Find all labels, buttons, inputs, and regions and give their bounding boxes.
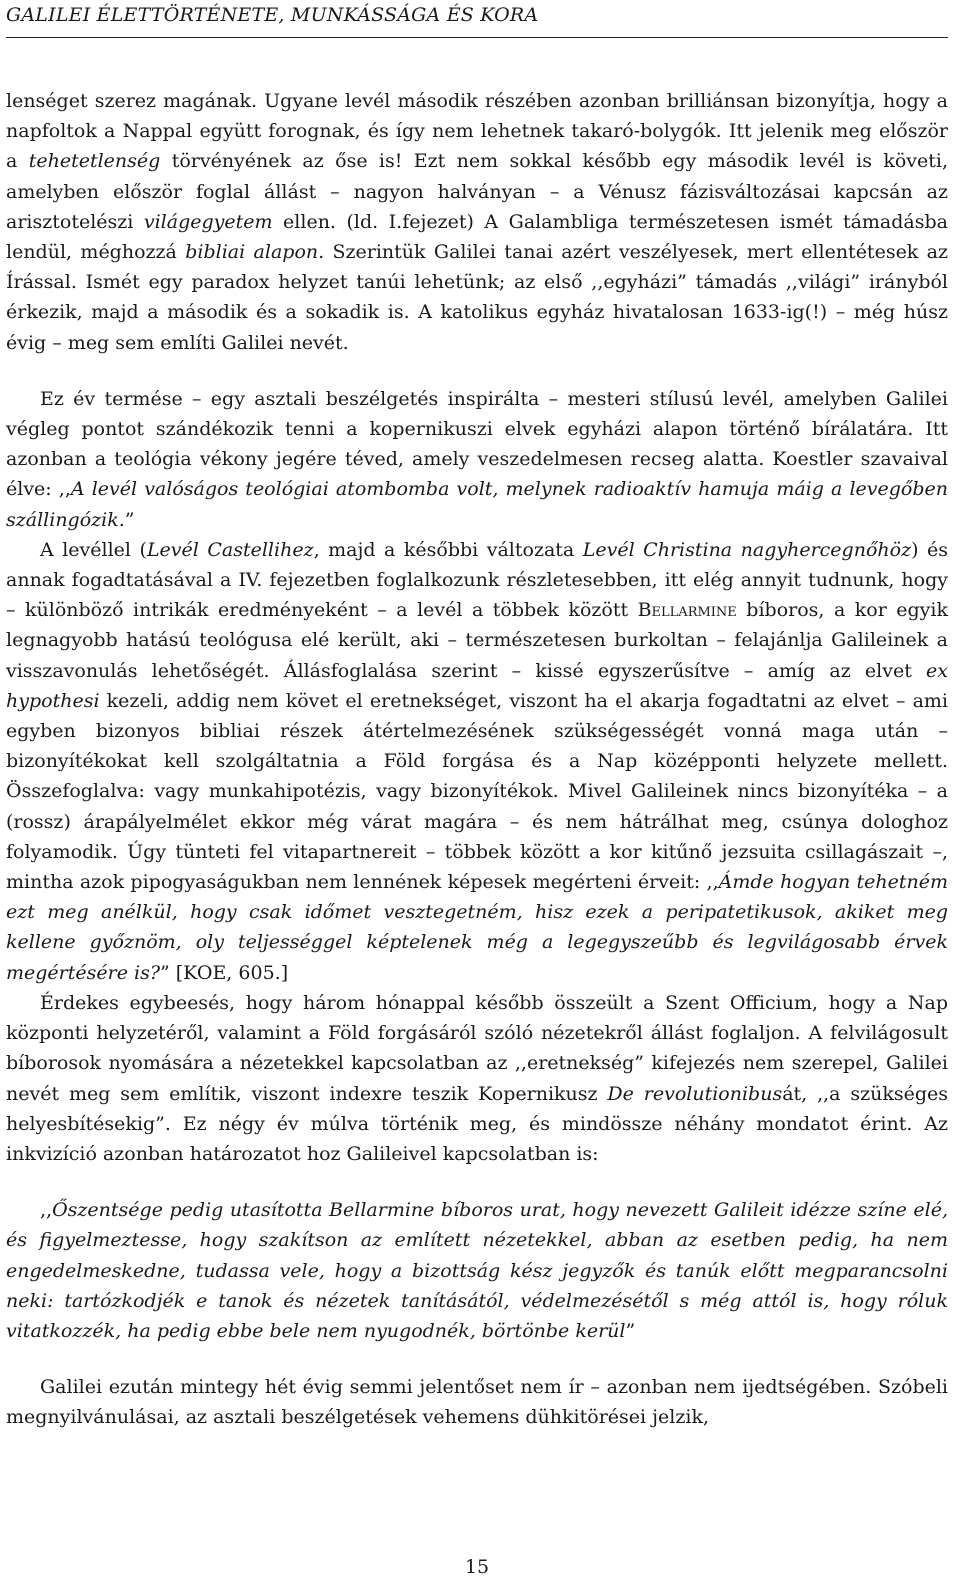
text-run: át, ,,a szükséges helyesbítésekig”. Ez négy év múlva történik meg, és mindössze néhány mondatot érint. Az inkvizíció azonban határozatot hoz Galileivel kapcsolatban is:: [6, 1082, 948, 1165]
header-rule: [6, 37, 948, 38]
title-de-revolutionibus: De revolutionibus: [607, 1082, 783, 1105]
emphasis-bibliai-alapon: bibliai alapon.: [185, 241, 325, 264]
text-run: ” [KOE, 605.]: [160, 961, 289, 984]
text-run: , majd a későbbi változata: [313, 538, 583, 561]
title-level-christina: Levél Christina nagyhercegnőhöz: [582, 538, 912, 561]
text-run: kezeli, addig nem követ el eretnekséget, viszont ha el akarja fogadtatni az elvet – ami egyben bizonyos bibliai részek átértelmezésének szükségességét vonná maga után – bizonyítékokat kell szolgáltatnia a Föld forgása és a Nap középponti helyzete mellett. Összefoglalva: vagy munkahipotézis, vagy bizonyítékok. Mivel Galileinek nincs bizonyítéka – a (rossz) árapályelmélet ekkor még várat magára – és nem hátrálhat meg, csúnya dologhoz folyamodik. Úgy tünteti fel vitapartnereit – többek között a kor kitűnő jezsuita csillagászait –, mintha azok pipogyaságukban nem lennének képesek megérteni érveit: ,,: [6, 689, 948, 894]
name-bellarmine: Bellarmine: [637, 599, 737, 622]
text-run: bíboros, a kor egyik legnagyobb hatású teológusa elé került, aki – természetesen burkoltan – felajánlja Galileinek a visszavonulás lehetőségét. Állásfoglalása szerint – kissé egyszerűsítve – amíg az elvet: [6, 599, 949, 682]
text-run: Ez év termése – egy asztali beszélgetés inspirálta – mesteri stílusú levél, amelyben Galilei végleg pontot szándékozik tenni a kopernikuszi elvek egyházi alapon történő bírálatára. Itt azonban a teológia vékony jegére téved, amely veszedelmesen recseg alatta. Koestler szavaival élve: ,,: [6, 387, 948, 501]
text-run: Szerintük Galilei tanai azért veszélyesek, mert ellentétesek az Írással. Ismét egy paradox helyzet tanúi lehetünk; az első ,,egyházi” támadás ,,világi” irányból érkezik, majd a második és a sokadik is. A katolikus egyház hivatalosan 1633-ig(!) – még húsz évig – meg sem említi Galilei nevét.: [6, 241, 949, 354]
text-run: törvényének az őse is! Ezt nem sokkal később egy második levél is követi, amelyben először foglal állást – nagyon halványan – a Vénusz fázisváltozásai kapcsán az arisztotelészi: [6, 150, 949, 233]
paragraph-4: [6, 988, 948, 1169]
paragraph-2: [6, 384, 948, 535]
emphasis-ex-hypothesi: ex hypothesi: [6, 659, 948, 712]
body-text: [6, 86, 948, 1433]
text-run: ,,: [40, 1199, 53, 1222]
emphasis-vilagegyetem: világegyetem: [143, 210, 273, 233]
text-run: ellen. (ld. I.fejezet) A Galambliga természetesen ismét támadásba lendül, méghozzá: [6, 210, 948, 264]
page-number: 15: [464, 1556, 490, 1578]
title-level-castellihez: Levél Castellihez: [146, 538, 314, 561]
text-run: ”: [124, 508, 135, 531]
text-run: A levéllel (: [40, 538, 147, 561]
paragraph-3: [6, 535, 948, 988]
quote-inquisition: Őszentsége pedig utasította Bellarmine bíboros urat, hogy nevezett Galileit idézze színe elé, és figyelmeztesse, hogy szakítson az említett nézetekkel, abban az esetben pedig, ha nem engedelmeskedne, tudassa vele, hogy a bizottság kész jegyzők és tanúk előtt megparancsolni neki: tartózkodjék e tanok és nézetek tanításától, védelmezésétől s még attól is, hogy róluk vitatkozzék, ha pedig ebbe bele nem nyugodnék, börtönbe kerül: [6, 1199, 948, 1342]
emphasis-tehetetlenseg: tehetetlenség: [28, 150, 161, 173]
running-header: GALILEI ÉLETTÖRTÉNETE, MUNKÁSSÁGA ÉS KORA: [6, 4, 539, 26]
text-run: Érdekes egybeesés, hogy három hónappal később összeült a Szent Officium, hogy a Nap központi helyzetéről, valamint a Föld forgásáról szóló nézetekről állást foglaljon. A felvilágosult bíborosok nyomására a nézetekkel kapcsolatban az ,,eretnekség” kifejezés nem szerepel, Galilei nevét meg sem említik, viszont indexre teszik Kopernikusz: [6, 991, 948, 1105]
text-run: ”: [625, 1319, 636, 1342]
text-run: ) és annak fogadtatásával a IV. fejezetben foglalkozunk részletesebben, itt elég annyit tudnunk, hogy – különböző intrikák eredményeként – a levél a többek között: [6, 538, 948, 622]
text-run: Galilei ezután mintegy hét évig semmi jelentőset nem ír – azonban nem ijedtségében. Szóbeli megnyilvánulásai, az asztali beszélgetések vehemens dühkitörései jelzik,: [6, 1376, 948, 1429]
quote-koestler: A levél valóságos teológiai atombomba volt, melynek radioaktív hamuja máig a levegőben szállingózik.: [6, 478, 948, 531]
text-run: lenséget szerez magának. Ugyane levél második részében azonban brilliánsan bizonyítja, hogy a napfoltok a Nappal együtt forognak, és így nem lehetnek takaró-bolygók. Itt jelenik meg először a: [6, 90, 948, 173]
paragraph-5-quote: [6, 1195, 948, 1346]
paragraph-1: [6, 86, 948, 358]
book-page: [6, 0, 948, 1593]
paragraph-6: [6, 1372, 948, 1432]
quote-galilei: Ámde hogyan tehetném ezt meg anélkül, hogy csak időmet vesztegetném, hisz ezek a peripatetikusok, akiket meg kellene győznöm, oly teljességgel képtelenek még a legegyszeűbb és legvilágosabb érvek megértésére is?: [6, 871, 948, 984]
